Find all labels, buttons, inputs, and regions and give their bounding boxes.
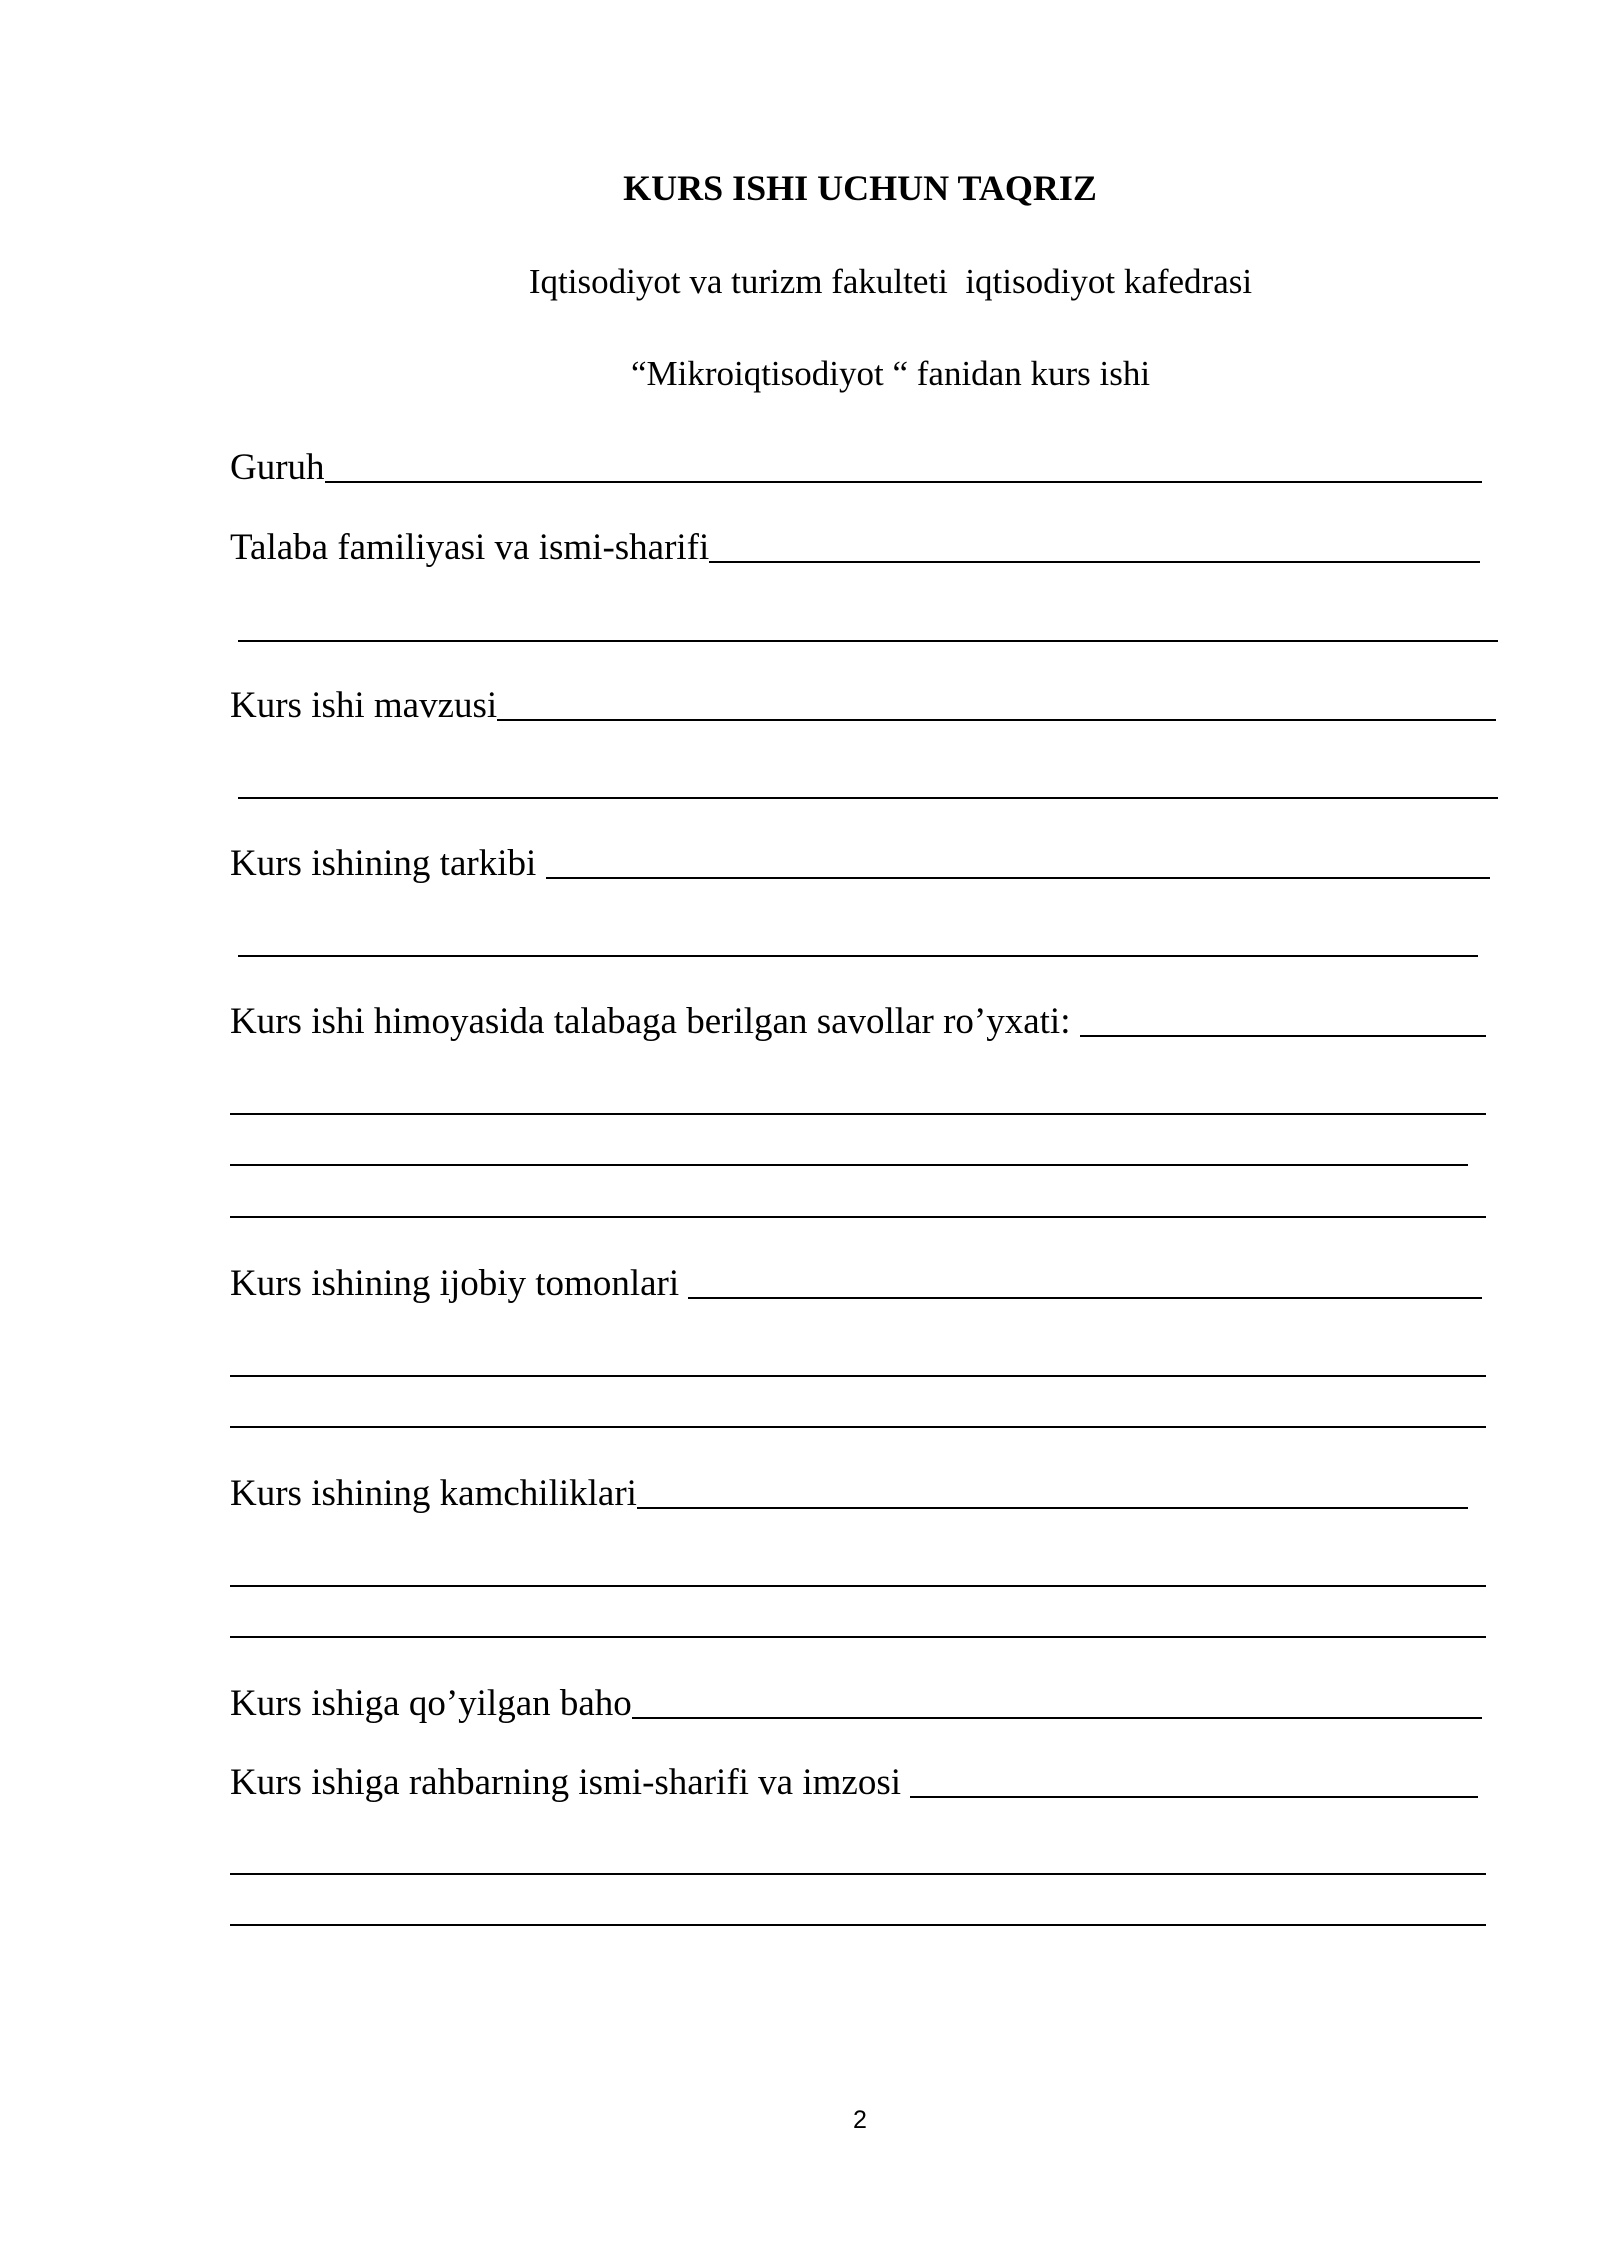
- supervisor-label: Kurs ishiga rahbarning ismi-sharifi va imzosi: [230, 1762, 911, 1803]
- faculty-line: Iqtisodiyot va turizm fakulteti iqtisodiyot kafedrasi: [528, 262, 1253, 301]
- structure-field: [230, 838, 1490, 886]
- questions-line-1[interactable]: [230, 1113, 1486, 1115]
- topic-blank[interactable]: [497, 719, 1496, 721]
- student-name-extra-line[interactable]: [238, 640, 1498, 642]
- student-name-blank[interactable]: [709, 561, 1480, 563]
- structure-label: Kurs ishining tarkibi: [230, 843, 546, 884]
- student-name-label: Talaba familiyasi va ismi-sharifi: [230, 527, 710, 568]
- supervisor-line-2[interactable]: [230, 1924, 1486, 1926]
- strengths-blank[interactable]: [688, 1297, 1482, 1299]
- topic-extra-line[interactable]: [238, 797, 1498, 799]
- page-number: 2: [853, 2106, 867, 2134]
- subject-line: “Mikroiqtisodiyot “ fanidan kurs ishi: [630, 354, 1151, 393]
- group-field: [230, 442, 1482, 490]
- questions-label: Kurs ishi himoyasida talabaga berilgan savollar ro’yxati:: [230, 1001, 1080, 1042]
- weaknesses-line-1[interactable]: [230, 1585, 1486, 1587]
- weaknesses-blank[interactable]: [637, 1507, 1468, 1509]
- questions-line-2[interactable]: [230, 1164, 1468, 1166]
- strengths-label: Kurs ishining ijobiy tomonlari: [230, 1263, 689, 1304]
- student-name-field: [230, 522, 1480, 570]
- supervisor-field: [230, 1757, 1478, 1805]
- form-title: KURS ISHI UCHUN TAQRIZ: [623, 168, 1097, 208]
- grade-blank[interactable]: [632, 1717, 1482, 1719]
- questions-field: [230, 996, 1486, 1044]
- structure-extra-line[interactable]: [238, 955, 1478, 957]
- supervisor-blank[interactable]: [910, 1796, 1478, 1798]
- group-blank[interactable]: [325, 481, 1482, 483]
- grade-field: [230, 1678, 1482, 1726]
- grade-label: Kurs ishiga qo’yilgan baho: [230, 1683, 632, 1724]
- topic-field: [230, 680, 1496, 728]
- group-label: Guruh: [230, 447, 325, 488]
- weaknesses-line-2[interactable]: [230, 1636, 1486, 1638]
- structure-blank[interactable]: [546, 877, 1490, 879]
- strengths-line-2[interactable]: [230, 1426, 1486, 1428]
- strengths-field: [230, 1258, 1482, 1306]
- weaknesses-field: [230, 1468, 1468, 1516]
- topic-label: Kurs ishi mavzusi: [230, 685, 498, 726]
- supervisor-line-1[interactable]: [230, 1873, 1486, 1875]
- strengths-line-1[interactable]: [230, 1375, 1486, 1377]
- weaknesses-label: Kurs ishining kamchiliklari: [230, 1473, 637, 1514]
- questions-line-3[interactable]: [230, 1216, 1486, 1218]
- questions-blank[interactable]: [1080, 1035, 1486, 1037]
